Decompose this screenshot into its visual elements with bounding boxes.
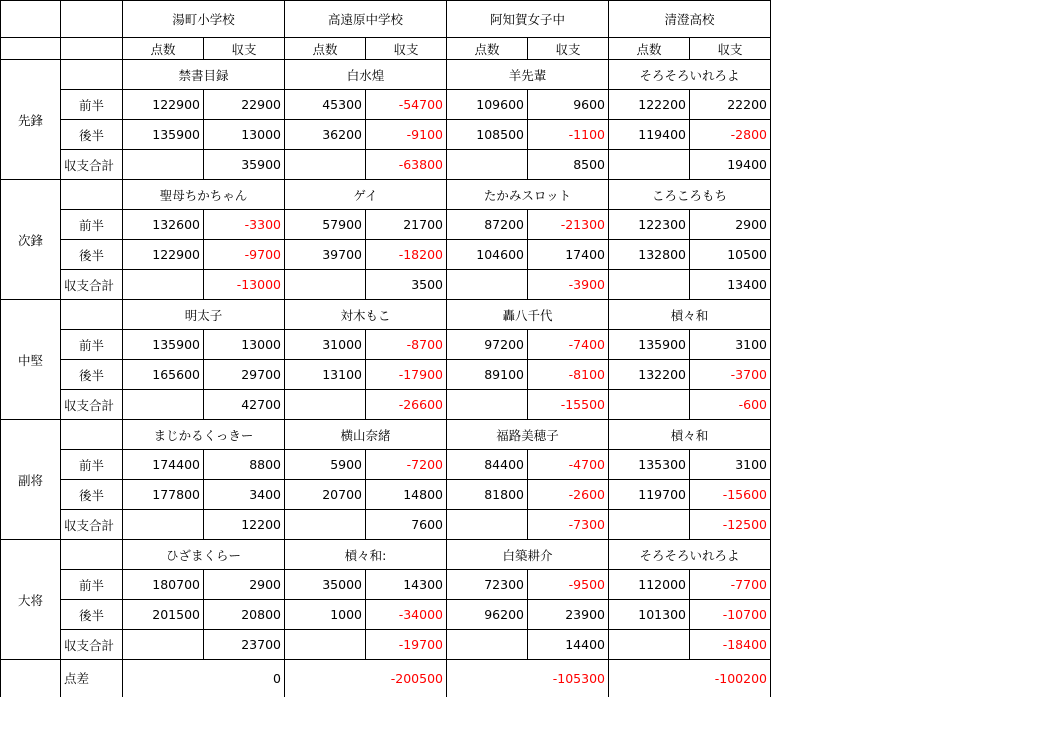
empty-cell[interactable] — [447, 390, 528, 420]
diff-cell[interactable]: -200500 — [285, 660, 447, 697]
score-cell[interactable]: 13100 — [285, 360, 366, 390]
empty-cell[interactable] — [609, 510, 690, 540]
player-name[interactable]: 槓々和: — [285, 540, 447, 570]
score-cell[interactable]: 84400 — [447, 450, 528, 480]
balance-cell[interactable]: -1100 — [528, 120, 609, 150]
balance-cell[interactable]: 21700 — [366, 210, 447, 240]
row-label-first[interactable]: 前半 — [61, 570, 123, 600]
score-header[interactable]: 点数 — [123, 38, 204, 60]
player-name[interactable]: 槓々和 — [609, 420, 771, 450]
corner-cell[interactable] — [1, 38, 61, 60]
score-cell[interactable]: 122900 — [123, 240, 204, 270]
empty-cell[interactable] — [447, 510, 528, 540]
empty-cell[interactable] — [123, 510, 204, 540]
balance-cell[interactable]: -9700 — [204, 240, 285, 270]
score-cell[interactable]: 89100 — [447, 360, 528, 390]
total-cell[interactable]: -15500 — [528, 390, 609, 420]
total-cell[interactable]: -7300 — [528, 510, 609, 540]
score-cell[interactable]: 96200 — [447, 600, 528, 630]
row-label-second[interactable]: 後半 — [61, 600, 123, 630]
blank-cell[interactable] — [61, 540, 123, 570]
empty-cell[interactable] — [123, 390, 204, 420]
score-cell[interactable]: 132600 — [123, 210, 204, 240]
balance-cell[interactable]: 17400 — [528, 240, 609, 270]
total-cell[interactable]: -12500 — [690, 510, 771, 540]
position-label[interactable]: 次鋒 — [1, 180, 61, 300]
corner-cell[interactable] — [61, 38, 123, 60]
total-cell[interactable]: 35900 — [204, 150, 285, 180]
score-cell[interactable]: 45300 — [285, 90, 366, 120]
total-cell[interactable]: 8500 — [528, 150, 609, 180]
empty-cell[interactable] — [447, 270, 528, 300]
score-cell[interactable]: 72300 — [447, 570, 528, 600]
score-cell[interactable]: 57900 — [285, 210, 366, 240]
balance-cell[interactable]: 13000 — [204, 330, 285, 360]
player-name[interactable]: 横山奈緒 — [285, 420, 447, 450]
school-header[interactable]: 湯町小学校 — [123, 1, 285, 38]
blank-cell[interactable] — [61, 60, 123, 90]
score-cell[interactable]: 122300 — [609, 210, 690, 240]
balance-header[interactable]: 収支 — [528, 38, 609, 60]
row-label-second[interactable]: 後半 — [61, 240, 123, 270]
player-name[interactable]: 槓々和 — [609, 300, 771, 330]
row-label-second[interactable]: 後半 — [61, 120, 123, 150]
score-cell[interactable]: 81800 — [447, 480, 528, 510]
empty-cell[interactable] — [609, 150, 690, 180]
score-cell[interactable]: 97200 — [447, 330, 528, 360]
empty-cell[interactable] — [609, 390, 690, 420]
balance-header[interactable]: 収支 — [204, 38, 285, 60]
balance-cell[interactable]: 23900 — [528, 600, 609, 630]
empty-cell[interactable] — [609, 630, 690, 660]
position-label[interactable]: 先鋒 — [1, 60, 61, 180]
total-cell[interactable]: 42700 — [204, 390, 285, 420]
balance-cell[interactable]: -3300 — [204, 210, 285, 240]
player-name[interactable]: まじかるくっきー — [123, 420, 285, 450]
balance-cell[interactable]: 13000 — [204, 120, 285, 150]
school-header[interactable]: 清澄高校 — [609, 1, 771, 38]
empty-cell[interactable] — [123, 150, 204, 180]
empty-cell[interactable] — [285, 630, 366, 660]
balance-cell[interactable]: -18200 — [366, 240, 447, 270]
score-cell[interactable]: 135900 — [609, 330, 690, 360]
balance-cell[interactable]: 10500 — [690, 240, 771, 270]
total-cell[interactable]: -63800 — [366, 150, 447, 180]
row-label-total[interactable]: 収支合計 — [61, 510, 123, 540]
total-cell[interactable]: -3900 — [528, 270, 609, 300]
balance-cell[interactable]: 29700 — [204, 360, 285, 390]
player-name[interactable]: 福路美穂子 — [447, 420, 609, 450]
score-cell[interactable]: 119400 — [609, 120, 690, 150]
balance-header[interactable]: 収支 — [690, 38, 771, 60]
row-label-total[interactable]: 収支合計 — [61, 390, 123, 420]
balance-cell[interactable]: 20800 — [204, 600, 285, 630]
score-cell[interactable]: 5900 — [285, 450, 366, 480]
blank-cell[interactable] — [1, 660, 61, 697]
score-cell[interactable]: 177800 — [123, 480, 204, 510]
player-name[interactable]: たかみスロット — [447, 180, 609, 210]
total-cell[interactable]: 3500 — [366, 270, 447, 300]
balance-cell[interactable]: -15600 — [690, 480, 771, 510]
total-cell[interactable]: -13000 — [204, 270, 285, 300]
empty-cell[interactable] — [123, 270, 204, 300]
score-cell[interactable]: 132200 — [609, 360, 690, 390]
balance-cell[interactable]: -9500 — [528, 570, 609, 600]
diff-cell[interactable]: -105300 — [447, 660, 609, 697]
balance-cell[interactable]: -9100 — [366, 120, 447, 150]
empty-cell[interactable] — [285, 510, 366, 540]
score-cell[interactable]: 20700 — [285, 480, 366, 510]
balance-cell[interactable]: -7700 — [690, 570, 771, 600]
balance-cell[interactable]: -34000 — [366, 600, 447, 630]
score-cell[interactable]: 201500 — [123, 600, 204, 630]
total-cell[interactable]: 12200 — [204, 510, 285, 540]
balance-cell[interactable]: 3100 — [690, 450, 771, 480]
score-cell[interactable]: 119700 — [609, 480, 690, 510]
balance-cell[interactable]: 9600 — [528, 90, 609, 120]
player-name[interactable]: 轟八千代 — [447, 300, 609, 330]
score-cell[interactable]: 112000 — [609, 570, 690, 600]
total-cell[interactable]: 23700 — [204, 630, 285, 660]
player-name[interactable]: ゲイ — [285, 180, 447, 210]
score-cell[interactable]: 122200 — [609, 90, 690, 120]
corner-cell[interactable] — [61, 1, 123, 38]
score-cell[interactable]: 165600 — [123, 360, 204, 390]
score-cell[interactable]: 36200 — [285, 120, 366, 150]
row-label-diff[interactable]: 点差 — [61, 660, 123, 697]
row-label-first[interactable]: 前半 — [61, 90, 123, 120]
score-cell[interactable]: 35000 — [285, 570, 366, 600]
player-name[interactable]: 明太子 — [123, 300, 285, 330]
balance-cell[interactable]: 3100 — [690, 330, 771, 360]
balance-cell[interactable]: -54700 — [366, 90, 447, 120]
player-name[interactable]: 禁書目録 — [123, 60, 285, 90]
blank-cell[interactable] — [61, 180, 123, 210]
row-label-second[interactable]: 後半 — [61, 480, 123, 510]
row-label-first[interactable]: 前半 — [61, 210, 123, 240]
score-cell[interactable]: 109600 — [447, 90, 528, 120]
player-name[interactable]: ひざまくらー — [123, 540, 285, 570]
score-cell[interactable]: 122900 — [123, 90, 204, 120]
balance-cell[interactable]: 3400 — [204, 480, 285, 510]
position-label[interactable]: 副将 — [1, 420, 61, 540]
row-label-total[interactable]: 収支合計 — [61, 630, 123, 660]
empty-cell[interactable] — [285, 150, 366, 180]
blank-cell[interactable] — [61, 420, 123, 450]
blank-cell[interactable] — [61, 300, 123, 330]
score-header[interactable]: 点数 — [447, 38, 528, 60]
score-cell[interactable]: 1000 — [285, 600, 366, 630]
score-cell[interactable]: 104600 — [447, 240, 528, 270]
total-cell[interactable]: 14400 — [528, 630, 609, 660]
score-cell[interactable]: 39700 — [285, 240, 366, 270]
balance-cell[interactable]: 14300 — [366, 570, 447, 600]
position-label[interactable]: 大将 — [1, 540, 61, 660]
balance-header[interactable]: 収支 — [366, 38, 447, 60]
player-name[interactable]: 白築耕介 — [447, 540, 609, 570]
score-header[interactable]: 点数 — [285, 38, 366, 60]
player-name[interactable]: そろそろいれろよ — [609, 540, 771, 570]
player-name[interactable]: 羊先輩 — [447, 60, 609, 90]
score-cell[interactable]: 108500 — [447, 120, 528, 150]
score-header[interactable]: 点数 — [609, 38, 690, 60]
empty-cell[interactable] — [609, 270, 690, 300]
balance-cell[interactable]: -10700 — [690, 600, 771, 630]
balance-cell[interactable]: 2900 — [690, 210, 771, 240]
diff-cell[interactable]: 0 — [123, 660, 285, 697]
empty-cell[interactable] — [285, 390, 366, 420]
total-cell[interactable]: -26600 — [366, 390, 447, 420]
total-cell[interactable]: -18400 — [690, 630, 771, 660]
row-label-first[interactable]: 前半 — [61, 450, 123, 480]
balance-cell[interactable]: 2900 — [204, 570, 285, 600]
empty-cell[interactable] — [447, 630, 528, 660]
score-cell[interactable]: 180700 — [123, 570, 204, 600]
balance-cell[interactable]: -3700 — [690, 360, 771, 390]
row-label-first[interactable]: 前半 — [61, 330, 123, 360]
corner-cell[interactable] — [1, 1, 61, 38]
total-cell[interactable]: -19700 — [366, 630, 447, 660]
player-name[interactable]: そろそろいれろよ — [609, 60, 771, 90]
balance-cell[interactable]: -2800 — [690, 120, 771, 150]
balance-cell[interactable]: -8100 — [528, 360, 609, 390]
score-cell[interactable]: 135300 — [609, 450, 690, 480]
balance-cell[interactable]: -7400 — [528, 330, 609, 360]
balance-cell[interactable]: -21300 — [528, 210, 609, 240]
row-label-total[interactable]: 収支合計 — [61, 150, 123, 180]
empty-cell[interactable] — [447, 150, 528, 180]
total-cell[interactable]: 19400 — [690, 150, 771, 180]
total-cell[interactable]: 7600 — [366, 510, 447, 540]
row-label-second[interactable]: 後半 — [61, 360, 123, 390]
balance-cell[interactable]: -2600 — [528, 480, 609, 510]
score-cell[interactable]: 31000 — [285, 330, 366, 360]
player-name[interactable]: 対木もこ — [285, 300, 447, 330]
score-cell[interactable]: 135900 — [123, 330, 204, 360]
balance-cell[interactable]: 8800 — [204, 450, 285, 480]
player-name[interactable]: 聖母ちかちゃん — [123, 180, 285, 210]
balance-cell[interactable]: 22900 — [204, 90, 285, 120]
score-cell[interactable]: 101300 — [609, 600, 690, 630]
empty-cell[interactable] — [123, 630, 204, 660]
school-header[interactable]: 高遠原中学校 — [285, 1, 447, 38]
balance-cell[interactable]: -17900 — [366, 360, 447, 390]
diff-cell[interactable]: -100200 — [609, 660, 771, 697]
balance-cell[interactable]: -8700 — [366, 330, 447, 360]
player-name[interactable]: 白水煌 — [285, 60, 447, 90]
school-header[interactable]: 阿知賀女子中 — [447, 1, 609, 38]
player-name[interactable]: ころころもち — [609, 180, 771, 210]
balance-cell[interactable]: -4700 — [528, 450, 609, 480]
position-label[interactable]: 中堅 — [1, 300, 61, 420]
empty-cell[interactable] — [285, 270, 366, 300]
balance-cell[interactable]: 22200 — [690, 90, 771, 120]
balance-cell[interactable]: -7200 — [366, 450, 447, 480]
total-cell[interactable]: 13400 — [690, 270, 771, 300]
total-cell[interactable]: -600 — [690, 390, 771, 420]
balance-cell[interactable]: 14800 — [366, 480, 447, 510]
score-cell[interactable]: 132800 — [609, 240, 690, 270]
row-label-total[interactable]: 収支合計 — [61, 270, 123, 300]
score-cell[interactable]: 135900 — [123, 120, 204, 150]
score-cell[interactable]: 174400 — [123, 450, 204, 480]
score-cell[interactable]: 87200 — [447, 210, 528, 240]
